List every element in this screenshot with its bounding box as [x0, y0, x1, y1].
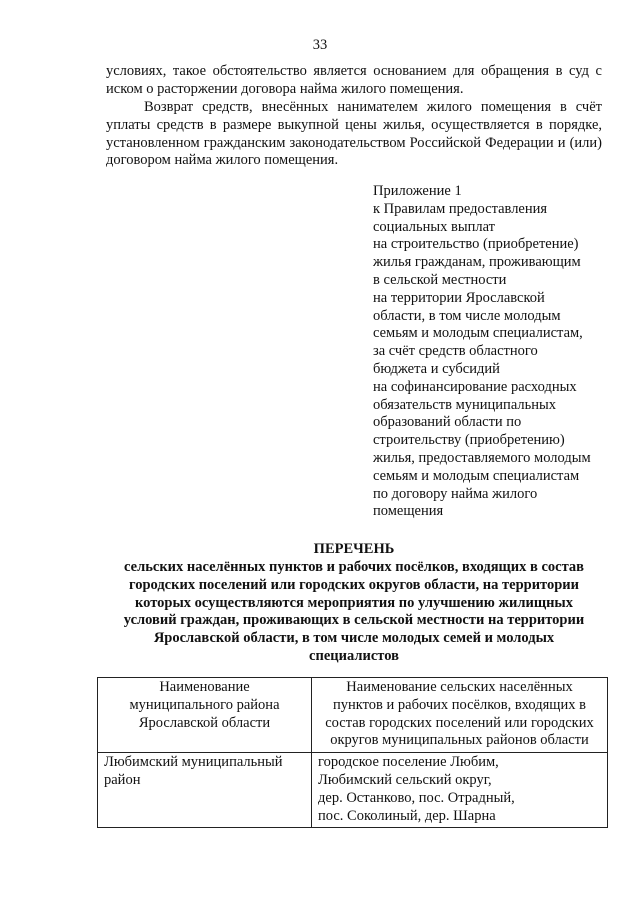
table-header-row [98, 678, 608, 753]
column-header-district [98, 678, 312, 753]
paragraph-continuation: условиях, такое обстоятельство является основанием для обращения в суд с иском о расторжении договора найма жилого помещения. [106, 63, 602, 97]
cell-line: Любимский муниципальный [104, 754, 283, 771]
header-line: Наименование сельских населённых [346, 679, 573, 695]
appendix-line: на софинансирование расходных [373, 378, 577, 395]
appendix-line: за счёт средств областного [373, 343, 538, 360]
cell-line: пос. Соколиный, дер. Шарна [318, 807, 496, 824]
list-subtitle-line: городских поселений или городских округов области, на территории [128, 576, 580, 593]
appendix-line: обязательств муниципальных [373, 396, 556, 413]
header-line: пунктов и рабочих посёлков, входящих в [333, 696, 586, 713]
appendix-line: по договору найма жилого [373, 485, 538, 502]
cell-line: дер. Останково, пос. Отрадный, [318, 789, 515, 806]
list-subtitle-line: Ярославской области, в том числе молодых семей и молодых [153, 630, 555, 647]
header-line: состав городских поселений или городских [325, 714, 594, 731]
appendix-line: в сельской местности [373, 271, 507, 288]
appendix-line: семьям и молодым специалистам, [373, 325, 583, 342]
appendix-line: помещения [373, 503, 444, 520]
appendix-line: социальных выплат [373, 218, 495, 235]
appendix-line: на строительство (приобретение) [373, 236, 579, 253]
settlements-cell [312, 753, 608, 828]
header-line: муниципального района [129, 696, 280, 713]
list-title: ПЕРЕЧЕНЬ [313, 541, 395, 557]
district-cell [98, 753, 312, 828]
appendix-line: жилья гражданам, проживающим [373, 254, 581, 271]
cell-line: городское поселение Любим, [318, 754, 499, 771]
appendix-line: бюджета и субсидий [373, 360, 500, 377]
table-row [98, 753, 608, 828]
header-line: округов муниципальных районов области [330, 732, 589, 749]
appendix-line: области, в том числе молодым [373, 307, 561, 324]
appendix-line: строительству (приобретению) [373, 432, 565, 449]
list-subtitle-line: сельских населённых пунктов и рабочих посёлков, входящих в состав [124, 559, 584, 575]
appendix-line: к Правилам предоставления [373, 200, 548, 217]
list-subtitle-line: которых осуществляются мероприятия по улучшению жилищных [134, 594, 574, 611]
appendix-line: образований области по [373, 414, 522, 431]
appendix-line: семьям и молодым специалистам [373, 467, 580, 484]
list-subtitle-line: условий граждан, проживающих в сельской местности на территории [123, 612, 585, 629]
header-line: Наименование [159, 679, 250, 695]
appendix-line: жилья, предоставляемого молодым [373, 449, 591, 466]
paragraph-refund: Возврат средств, внесённых нанимателем жилого помещения в счёт уплаты средств в размере выкупной цены жилья, осуществляется в порядке, установленном гражданским законодательством Российской Федерации и (или) договором найма жилого помещения. [106, 99, 602, 169]
appendix-line: на территории Ярославской [373, 289, 545, 306]
cell-line: район [104, 771, 141, 788]
appendix-header [373, 183, 613, 521]
list-subtitle [106, 559, 602, 666]
appendix-line: Приложение 1 [373, 183, 462, 199]
page-number: 33 [312, 37, 328, 53]
column-header-settlements [312, 678, 608, 753]
settlements-table [97, 677, 608, 828]
cell-line: Любимский сельский округ, [318, 771, 492, 788]
header-line: Ярославской области [138, 714, 271, 731]
list-subtitle-line: специалистов [309, 647, 399, 664]
